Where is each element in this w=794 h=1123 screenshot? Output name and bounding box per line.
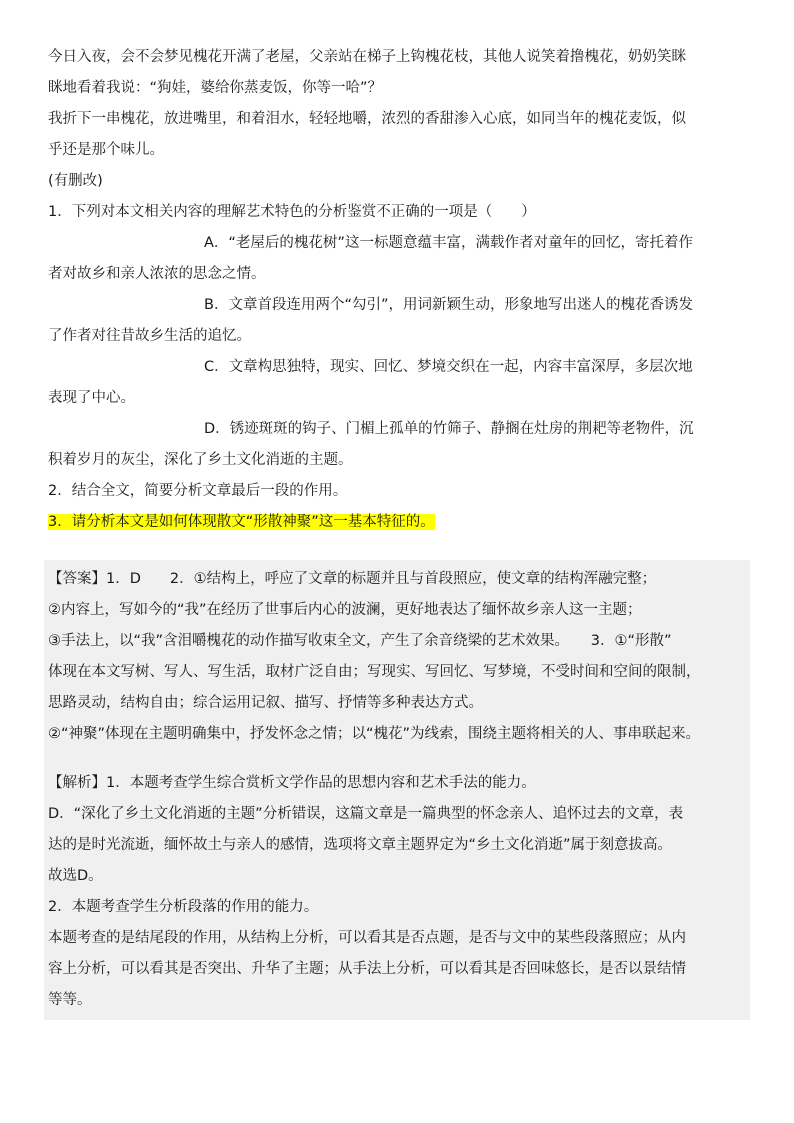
answer-line: ③手法上，以“我”含泪嚼槐花的动作描写收束全文，产生了余音绕梁的艺术效果。 3．①“形散” [48, 633, 672, 649]
answer-line: ②“神聚”体现在主题明确集中，抒发怀念之情；以“槐花”为线索，围绕主题将相关的人、事串联起来。 [48, 726, 701, 742]
answer-line: 【答案】1．D 2．①结构上，呼应了文章的标题并且与首段照应，使文章的结构浑融完整； [48, 571, 657, 587]
option-a-continuation: 者对故乡和亲人浓浓的思念之情。 [48, 266, 266, 282]
question-1-stem: 1．下列对本文相关内容的理解艺术特色的分析鉴赏不正确的一项是（ ） [48, 204, 536, 220]
document-content [48, 42, 750, 1020]
option-c-continuation: 表现了中心。 [48, 390, 135, 406]
analysis-line: 本题考查的是结尾段的作用，从结构上分析，可以看其是否点题，是否与文中的某些段落照应；从内 [48, 930, 686, 946]
analysis-line: 容上分析，可以看其是否突出、升华了主题；从手法上分析，可以看其是否回味悠长，是否以景结情 [48, 961, 686, 977]
question-2: 2．结合全文，简要分析文章最后一段的作用。 [48, 483, 348, 499]
passage-line: 我折下一串槐花，放进嘴里，和着泪水，轻轻地嚼，浓烈的香甜渗入心底，如同当年的槐花麦饭，似 [48, 111, 686, 127]
analysis-line: 2．本题考查学生分析段落的作用的能力。 [48, 899, 319, 915]
option-b-line: B．文章首段连用两个“勾引”，用词新颖生动，形象地写出迷人的槐花香诱发 [204, 297, 693, 313]
option-d-continuation: 积着岁月的灰尘，深化了乡土文化消逝的主题。 [48, 452, 353, 468]
option-a-line: A．“老屋后的槐花树”这一标题意蕴丰富，满载作者对童年的回忆，寄托着作 [204, 235, 693, 251]
analysis-line: D．“深化了乡土文化消逝的主题”分析错误，这篇文章是一篇典型的怀念亲人、追怀过去的文章，表 [48, 806, 684, 822]
option-b-continuation: 了作者对往昔故乡生活的追忆。 [48, 328, 251, 344]
answer-line: ②内容上，写如今的“我”在经历了世事后内心的波澜，更好地表达了缅怀故乡亲人这一主题； [48, 602, 642, 618]
question-3-row [48, 507, 750, 538]
analysis-line: 【解析】1．本题考查学生综合赏析文学作品的思想内容和艺术手法的能力。 [48, 775, 536, 791]
answer-line: 思路灵动，结构自由；综合运用记叙、描写、抒情等多种表达方式。 [48, 695, 483, 711]
passage-line: 乎还是那个味儿。 [48, 142, 164, 158]
option-c-line: C．文章构思独特，现实、回忆、梦境交织在一起，内容丰富深厚，多层次地 [204, 359, 693, 375]
question-3-highlighted: 3．请分析本文是如何体现散文“形散神聚”这一基本特征的。 [48, 514, 435, 530]
analysis-line: 达的是时光流逝，缅怀故土与亲人的感情，选项将文章主题界定为“乡土文化消逝”属于刻意拔高。 [48, 837, 673, 853]
revision-note: (有删改) [48, 173, 103, 189]
spacer [48, 750, 750, 768]
option-d-line: D．锈迹斑斑的钩子、门楣上孤单的竹筛子、静搁在灶房的荆耙等老物件，沉 [204, 421, 694, 437]
answer-line: 体现在本文写树、写人、写生活，取材广泛自由；写现实、写回忆、写梦境，不受时间和空间的限制， [48, 664, 701, 680]
analysis-line: 故选D。 [48, 868, 103, 884]
analysis-line: 等等。 [48, 992, 92, 1008]
answer-block [44, 560, 750, 1020]
passage-line: 眯地看着我说：“狗娃，婆给你蒸麦饭，你等一哈”？ [48, 80, 383, 96]
passage-line: 今日入夜，会不会梦见槐花开满了老屋，父亲站在梯子上钩槐花枝，其他人说笑着撸槐花，奶奶笑眯 [48, 49, 686, 65]
